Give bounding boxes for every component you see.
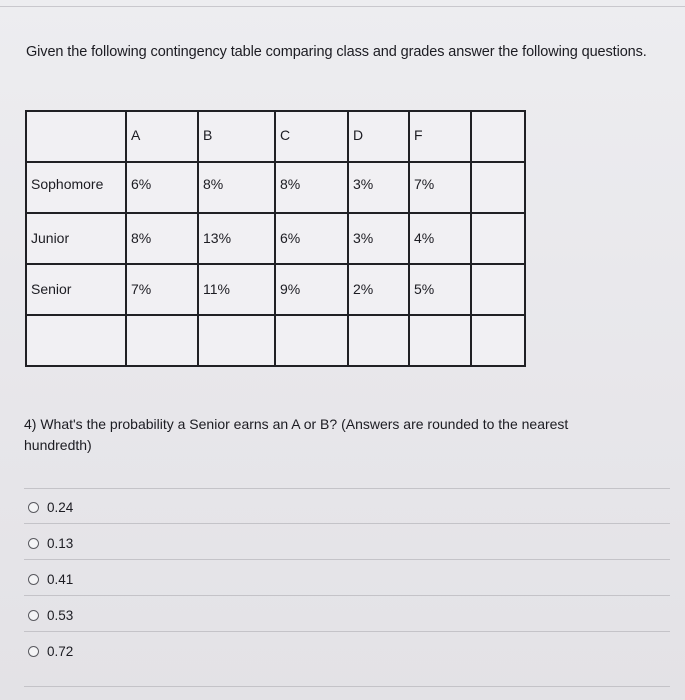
intro-text: Given the following contingency table comparing class and grades answer the following questions.	[26, 44, 647, 60]
table-cell: Senior	[26, 264, 126, 315]
top-divider	[0, 6, 685, 7]
table-cell	[471, 162, 525, 213]
table-cell: 4%	[409, 213, 471, 264]
table-row	[26, 315, 525, 366]
table-cell	[409, 315, 471, 366]
table-cell: 7%	[409, 162, 471, 213]
table-cell	[126, 315, 198, 366]
table-cell	[471, 264, 525, 315]
table-cell: Sophomore	[26, 162, 126, 213]
option-divider	[24, 559, 670, 560]
answer-option[interactable]	[28, 497, 73, 517]
radio-button-icon[interactable]	[28, 646, 39, 657]
table-cell: 3%	[348, 162, 409, 213]
table-cell: A	[126, 111, 198, 162]
answer-option[interactable]	[28, 533, 73, 553]
table-cell	[471, 315, 525, 366]
table-cell	[348, 315, 409, 366]
table-row	[26, 162, 525, 213]
table-cell	[275, 315, 348, 366]
table-cell: 11%	[198, 264, 275, 315]
table-cell: 6%	[126, 162, 198, 213]
table-cell	[26, 111, 126, 162]
radio-button-icon[interactable]	[28, 502, 39, 513]
option-label: 0.24	[47, 499, 74, 515]
table-cell: 13%	[198, 213, 275, 264]
table-cell: 3%	[348, 213, 409, 264]
option-label: 0.13	[47, 535, 74, 551]
table-cell: D	[348, 111, 409, 162]
table-cell: Junior	[26, 213, 126, 264]
option-label: 0.72	[47, 643, 74, 659]
radio-button-icon[interactable]	[28, 538, 39, 549]
question-text: 4) What's the probability a Senior earns an A or B? (Answers are rounded to the nearest hundredth)	[24, 416, 569, 453]
table-cell: 7%	[126, 264, 198, 315]
answer-option[interactable]	[28, 569, 73, 589]
contingency-table	[25, 110, 526, 367]
option-divider	[24, 631, 670, 632]
table-cell: 8%	[275, 162, 348, 213]
answer-option[interactable]	[28, 605, 73, 625]
table-cell: 8%	[198, 162, 275, 213]
table-cell: 9%	[275, 264, 348, 315]
table-cell	[198, 315, 275, 366]
table-cell: F	[409, 111, 471, 162]
answer-option[interactable]	[28, 641, 73, 661]
option-label: 0.41	[47, 571, 74, 587]
option-divider	[24, 523, 670, 524]
option-divider	[24, 686, 670, 687]
table-cell	[471, 111, 525, 162]
table-row	[26, 213, 525, 264]
table-row	[26, 264, 525, 315]
table-cell: C	[275, 111, 348, 162]
table-cell	[471, 213, 525, 264]
radio-button-icon[interactable]	[28, 610, 39, 621]
radio-button-icon[interactable]	[28, 574, 39, 585]
table-cell	[26, 315, 126, 366]
table-cell: 5%	[409, 264, 471, 315]
table-cell: 8%	[126, 213, 198, 264]
option-label: 0.53	[47, 607, 74, 623]
table-header-row	[26, 111, 525, 162]
table-cell: 6%	[275, 213, 348, 264]
option-divider	[24, 595, 670, 596]
option-divider	[24, 488, 670, 489]
table-cell: B	[198, 111, 275, 162]
table-cell: 2%	[348, 264, 409, 315]
